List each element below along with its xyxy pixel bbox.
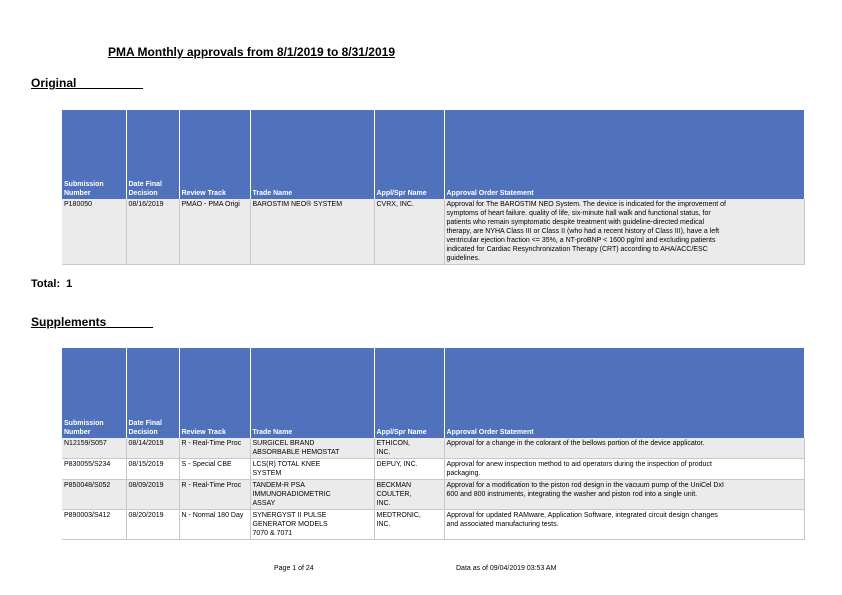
column-header-appl-spr-name: Appl/Spr Name	[374, 110, 444, 199]
supplements-table	[62, 348, 805, 540]
cell-date-final-decision: 08/16/2019	[126, 199, 179, 265]
cell-approval-order-statement: Approval for updated RAMware, Application Software, integrated circuit design changes and associated manufacturing tests.	[444, 510, 804, 540]
cell-trade-name: TANDEM-R PSA IMMUNORADIOMETRIC ASSAY	[250, 480, 374, 510]
column-header-approval-order-statement: Approval Order Statement	[444, 348, 804, 438]
cell-trade-name: SURGICEL BRAND ABSORBABLE HEMOSTAT	[250, 438, 374, 459]
cell-submission-number: P890003/S412	[62, 510, 126, 540]
cell-review-track: R - Real-Time Proc	[179, 480, 250, 510]
column-header-review-track: Review Track	[179, 348, 250, 438]
cell-appl-spr-name: BECKMAN COULTER, INC.	[374, 480, 444, 510]
original-table	[62, 110, 805, 265]
cell-review-track: PMAO - PMA Origi	[179, 199, 250, 265]
column-header-date-final-decision: Date Final Decision	[126, 348, 179, 438]
table-row	[62, 510, 804, 540]
cell-approval-order-statement: Approval for The BAROSTIM NEO System. The device is indicated for the improvement of symptoms of heart failure. quality of life, six-minute hall walk and functional status, for patients who remain symptomatic despite treatment with guideline-directed medical therapy, are NYHA Class III or Class II (who had a recent history of Class III), have a left ventricular ejection fraction <= 35%, a NT-proBNP < 1600 pg/ml and excluding patients indicated for Cardiac Resynchronization Therapy (CRT) according to AHA/ACC/ESC guidelines.	[444, 199, 804, 265]
page-number: Page 1 of 24	[274, 565, 314, 572]
data-as-of: Data as of 09/04/2019 03:53 AM	[456, 565, 557, 572]
cell-submission-number: P830055/S234	[62, 459, 126, 480]
table-row	[62, 459, 804, 480]
cell-date-final-decision: 08/15/2019	[126, 459, 179, 480]
cell-submission-number: P850048/S052	[62, 480, 126, 510]
total-count: Total: 1	[31, 278, 73, 290]
column-header-review-track: Review Track	[179, 110, 250, 199]
cell-review-track: R - Real-Time Proc	[179, 438, 250, 459]
column-header-submission-number: Submission Number	[62, 348, 126, 438]
table-row	[62, 480, 804, 510]
table-header-row	[62, 110, 804, 199]
section-heading-original: Original	[31, 76, 77, 90]
cell-review-track: S - Special CBE	[179, 459, 250, 480]
table-row	[62, 438, 804, 459]
table-row	[62, 199, 804, 265]
cell-submission-number: N12159/S057	[62, 438, 126, 459]
table-header-row	[62, 348, 804, 438]
cell-submission-number: P180050	[62, 199, 126, 265]
cell-approval-order-statement: Approval for anew inspection method to aid operators during the inspection of product packaging.	[444, 459, 804, 480]
cell-appl-spr-name: DEPUY, INC.	[374, 459, 444, 480]
column-header-trade-name: Trade Name	[250, 110, 374, 199]
cell-review-track: N - Normal 180 Day	[179, 510, 250, 540]
cell-trade-name: LCS(R) TOTAL KNEE SYSTEM	[250, 459, 374, 480]
cell-appl-spr-name: ETHICON, INC.	[374, 438, 444, 459]
column-header-submission-number: Submission Number	[62, 110, 126, 199]
cell-approval-order-statement: Approval for a change in the colorant of the bellows portion of the device applicator.	[444, 438, 804, 459]
cell-trade-name: BAROSTIM NEO® SYSTEM	[250, 199, 374, 265]
page-title: PMA Monthly approvals from 8/1/2019 to 8/31/2019	[108, 45, 395, 59]
column-header-approval-order-statement: Approval Order Statement	[444, 110, 804, 199]
cell-date-final-decision: 08/09/2019	[126, 480, 179, 510]
column-header-date-final-decision: Date Final Decision	[126, 110, 179, 199]
column-header-trade-name: Trade Name	[250, 348, 374, 438]
cell-date-final-decision: 08/14/2019	[126, 438, 179, 459]
cell-appl-spr-name: CVRX, INC.	[374, 199, 444, 265]
column-header-appl-spr-name: Appl/Spr Name	[374, 348, 444, 438]
cell-trade-name: SYNERGYST II PULSE GENERATOR MODELS 7070 & 7071	[250, 510, 374, 540]
cell-appl-spr-name: MEDTRONIC, INC.	[374, 510, 444, 540]
section-heading-supplements: Supplements	[31, 315, 107, 329]
cell-approval-order-statement: Approval for a modification to the piston rod design in the vacuum pump of the UniCel DxI 600 and 800 instruments, integrating the washer and piston rod into a single unit.	[444, 480, 804, 510]
cell-date-final-decision: 08/20/2019	[126, 510, 179, 540]
